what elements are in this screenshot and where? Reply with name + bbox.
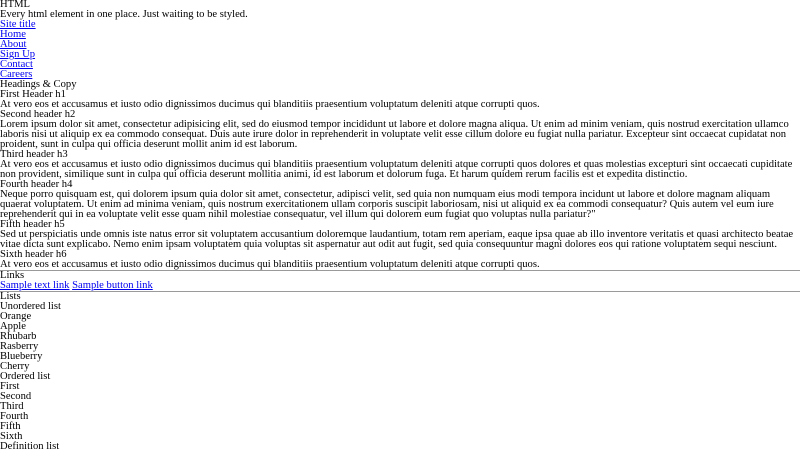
headings-section xyxy=(0,80,800,270)
list-item: Rasberry xyxy=(0,341,39,352)
links-section xyxy=(0,271,800,291)
paragraph-h4: Neque porro quisquam est, qui dolorem ipsum quia dolor sit amet, consectetur, adipisci velit, sed quia non numquam eius modi tempora incidunt ut labore et dolore magnam aliquam quaerat voluptatem. Ut enim ad minima veniam, quis nostrum exercitationem ullam corporis suscipit laboriosam, nisi ut aliquid ex ea commodi consequatur? Quis autem vel eum iure reprehenderit qui in ea voluptate velit esse quam nihil molestiae consequatur, vel illum qui dolorem eum fugiat quo voluptas nulla pariatur?" xyxy=(0,189,774,220)
list-item: First xyxy=(0,381,20,392)
nav-item-about[interactable]: About xyxy=(0,39,27,50)
definition-list-title: Definition list xyxy=(0,441,60,452)
heading-h6: Sixth header h6 xyxy=(0,249,67,260)
ordered-list xyxy=(0,382,800,442)
page-tagline: Every html element in one place. Just waiting to be styled. xyxy=(0,9,248,20)
heading-h2: Second header h2 xyxy=(0,109,76,120)
heading-h5: Fifth header h5 xyxy=(0,219,65,230)
sample-text-link[interactable]: Sample text link xyxy=(0,280,70,291)
paragraph-h1: At vero eos et accusamus et iusto odio dignissimos ducimus qui blanditiis praesentium voluptatum deleniti atque corrupti quos. xyxy=(0,99,540,110)
ordered-list-title: Ordered list xyxy=(0,371,51,382)
sample-button-link[interactable]: Sample button link xyxy=(72,280,153,291)
heading-h3: Third header h3 xyxy=(0,149,68,160)
list-item: Second xyxy=(0,391,32,402)
paragraph-h3: At vero eos et accusamus et iusto odio dignissimos ducimus qui blanditiis praesentium voluptatum deleniti atque corrupti quos dolores et quas molestias excepturi sint occaecati cupiditate non provident, similique sunt in culpa qui officia deserunt mollitia animi, id est laborum et dolorum fuga. Et harum quidem rerum facilis est et expedita distinctio. xyxy=(0,159,793,180)
section-title-headings: Headings & Copy xyxy=(0,79,77,90)
list-item: Cherry xyxy=(0,361,30,372)
main-nav xyxy=(0,30,800,80)
page-title: HTML xyxy=(0,0,31,10)
paragraph-h2: Lorem ipsum dolor sit amet, consectetur adipisicing elit, sed do eiusmod tempor incididunt ut labore et dolore magna aliqua. Ut enim ad minim veniam, quis nostrud exercitation ullamco laboris nisi ut aliquip ex ea commodo consequat. Duis aute irure dolor in reprehenderit in voluptate velit esse cillum dolore eu fugiat nulla pariatur. Excepteur sint occaecat cupidatat non proident, sunt in culpa qui officia deserunt mollit anim id est laborum. xyxy=(0,119,789,150)
nav-item-home[interactable]: Home xyxy=(0,29,26,40)
page-header xyxy=(0,0,800,30)
list-item: Sixth xyxy=(0,431,23,442)
list-item: Orange xyxy=(0,311,32,322)
nav-item-careers[interactable]: Careers xyxy=(0,69,33,80)
list-item: Apple xyxy=(0,321,26,332)
heading-h4: Fourth header h4 xyxy=(0,179,73,190)
unordered-list xyxy=(0,312,800,372)
heading-h1: First Header h1 xyxy=(0,89,66,100)
unordered-list-title: Unordered list xyxy=(0,301,61,312)
paragraph-h5: Sed ut perspiciatis unde omnis iste natus error sit voluptatem accusantium doloremque laudantium, totam rem aperiam, eaque ipsa quae ab illo inventore veritatis et quasi architecto beatae vitae dicta sunt explicabo. Nemo enim ipsam voluptatem quia voluptas sit aspernatur aut odit aut fugit, sed quia consequuntur magni dolores eos qui ratione voluptatem sequi nesciunt. xyxy=(0,229,794,250)
list-item: Rhubarb xyxy=(0,331,37,342)
list-item: Fifth xyxy=(0,421,21,432)
section-title-links: Links xyxy=(0,270,25,281)
site-title-link[interactable]: Site title xyxy=(0,19,36,30)
nav-item-contact[interactable]: Contact xyxy=(0,59,33,70)
list-item: Blueberry xyxy=(0,351,43,362)
list-item: Third xyxy=(0,401,24,412)
section-title-lists: Lists xyxy=(0,291,21,302)
paragraph-h6: At vero eos et accusamus et iusto odio dignissimos ducimus qui blanditiis praesentium voluptatum deleniti atque corrupti quos. xyxy=(0,259,540,270)
lists-section xyxy=(0,292,800,452)
list-item: Fourth xyxy=(0,411,29,422)
nav-item-sign-up[interactable]: Sign Up xyxy=(0,49,36,60)
